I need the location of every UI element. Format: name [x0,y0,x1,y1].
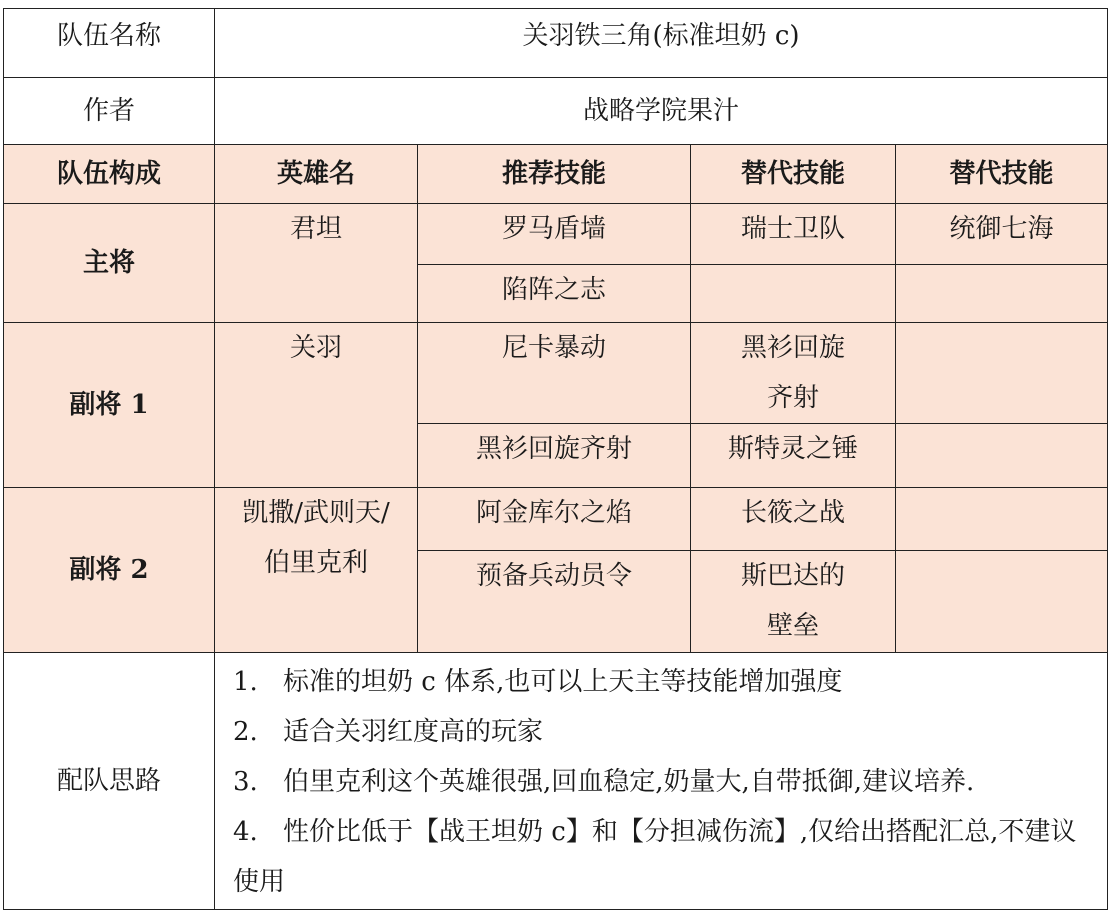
author-label: 作者 [4,78,215,145]
vice-general-2-alt1-skill-2-text: 斯巴达的壁垒 [740,561,845,641]
main-general-alt2-skill-2 [896,265,1108,323]
team-name-value: 关羽铁三角(标准坦奶 c) [215,9,1108,78]
vice-general-1-recommended-skill-2: 黑衫回旋齐射 [418,424,691,488]
header-alt-skill-2: 替代技能 [896,145,1108,204]
main-general-alt2-skill-1: 统御七海 [896,204,1108,265]
strategy-note-1-num: 1. [233,667,258,697]
strategy-note-4-num: 4. [233,817,258,847]
vice-general-1-alt1-skill-2: 斯特灵之锤 [691,424,896,488]
strategy-note-2 [233,707,1097,757]
main-general-alt1-skill-2 [691,265,896,323]
header-hero-name: 英雄名 [215,145,418,204]
vice-general-2-recommended-skill-1: 阿金库尔之焰 [418,488,691,551]
vice-general-1-alt1-skill-1 [691,323,896,424]
vice-general-2-alt1-skill-2 [691,551,896,653]
strategy-note-3-num: 3. [233,767,258,797]
main-general-recommended-skill-1: 罗马盾墙 [418,204,691,265]
team-composition-table [3,8,1108,910]
vice-general-1-recommended-skill-1: 尼卡暴动 [418,323,691,424]
strategy-notes [215,653,1108,910]
vice-general-1-hero: 关羽 [215,323,418,488]
author-value: 战略学院果汁 [215,78,1108,145]
main-general-role: 主将 [4,204,215,323]
strategy-note-3-text: 伯里克利这个英雄很强,回血稳定,奶量大,自带抵御,建议培养. [283,767,975,797]
vice-general-2-hero-text: 凯撒/武则天/伯里克利 [242,498,390,578]
vice-general-1-alt2-skill-1 [896,323,1108,424]
strategy-note-4 [233,807,1097,907]
vice-general-2-hero [215,488,418,653]
vice-general-2-role: 副将 2 [4,488,215,653]
vice-general-2-recommended-skill-2: 预备兵动员令 [418,551,691,653]
vice-general-2-alt2-skill-2 [896,551,1108,653]
vice-general-1-role: 副将 1 [4,323,215,488]
strategy-note-2-text: 适合关羽红度高的玩家 [283,717,544,747]
header-alt-skill-1: 替代技能 [691,145,896,204]
strategy-note-2-num: 2. [233,717,258,747]
vice-general-1-alt2-skill-2 [896,424,1108,488]
header-composition: 队伍构成 [4,145,215,204]
main-general-recommended-skill-2: 陷阵之志 [418,265,691,323]
strategy-label: 配队思路 [4,653,215,910]
strategy-note-4-text: 性价比低于【战王坦奶 c】和【分担减伤流】,仅给出搭配汇总,不建议使用 [233,817,1077,897]
header-recommended-skill: 推荐技能 [418,145,691,204]
strategy-note-3 [233,757,1097,807]
vice-general-1-alt1-skill-1-text: 黑衫回旋齐射 [740,333,845,413]
vice-general-2-alt1-skill-1: 长筱之战 [691,488,896,551]
vice-general-2-alt2-skill-1 [896,488,1108,551]
strategy-note-1 [233,657,1097,707]
team-name-label: 队伍名称 [4,9,215,78]
main-general-hero: 君坦 [215,204,418,323]
main-general-alt1-skill-1: 瑞士卫队 [691,204,896,265]
strategy-note-1-text: 标准的坦奶 c 体系,也可以上天主等技能增加强度 [283,667,843,697]
